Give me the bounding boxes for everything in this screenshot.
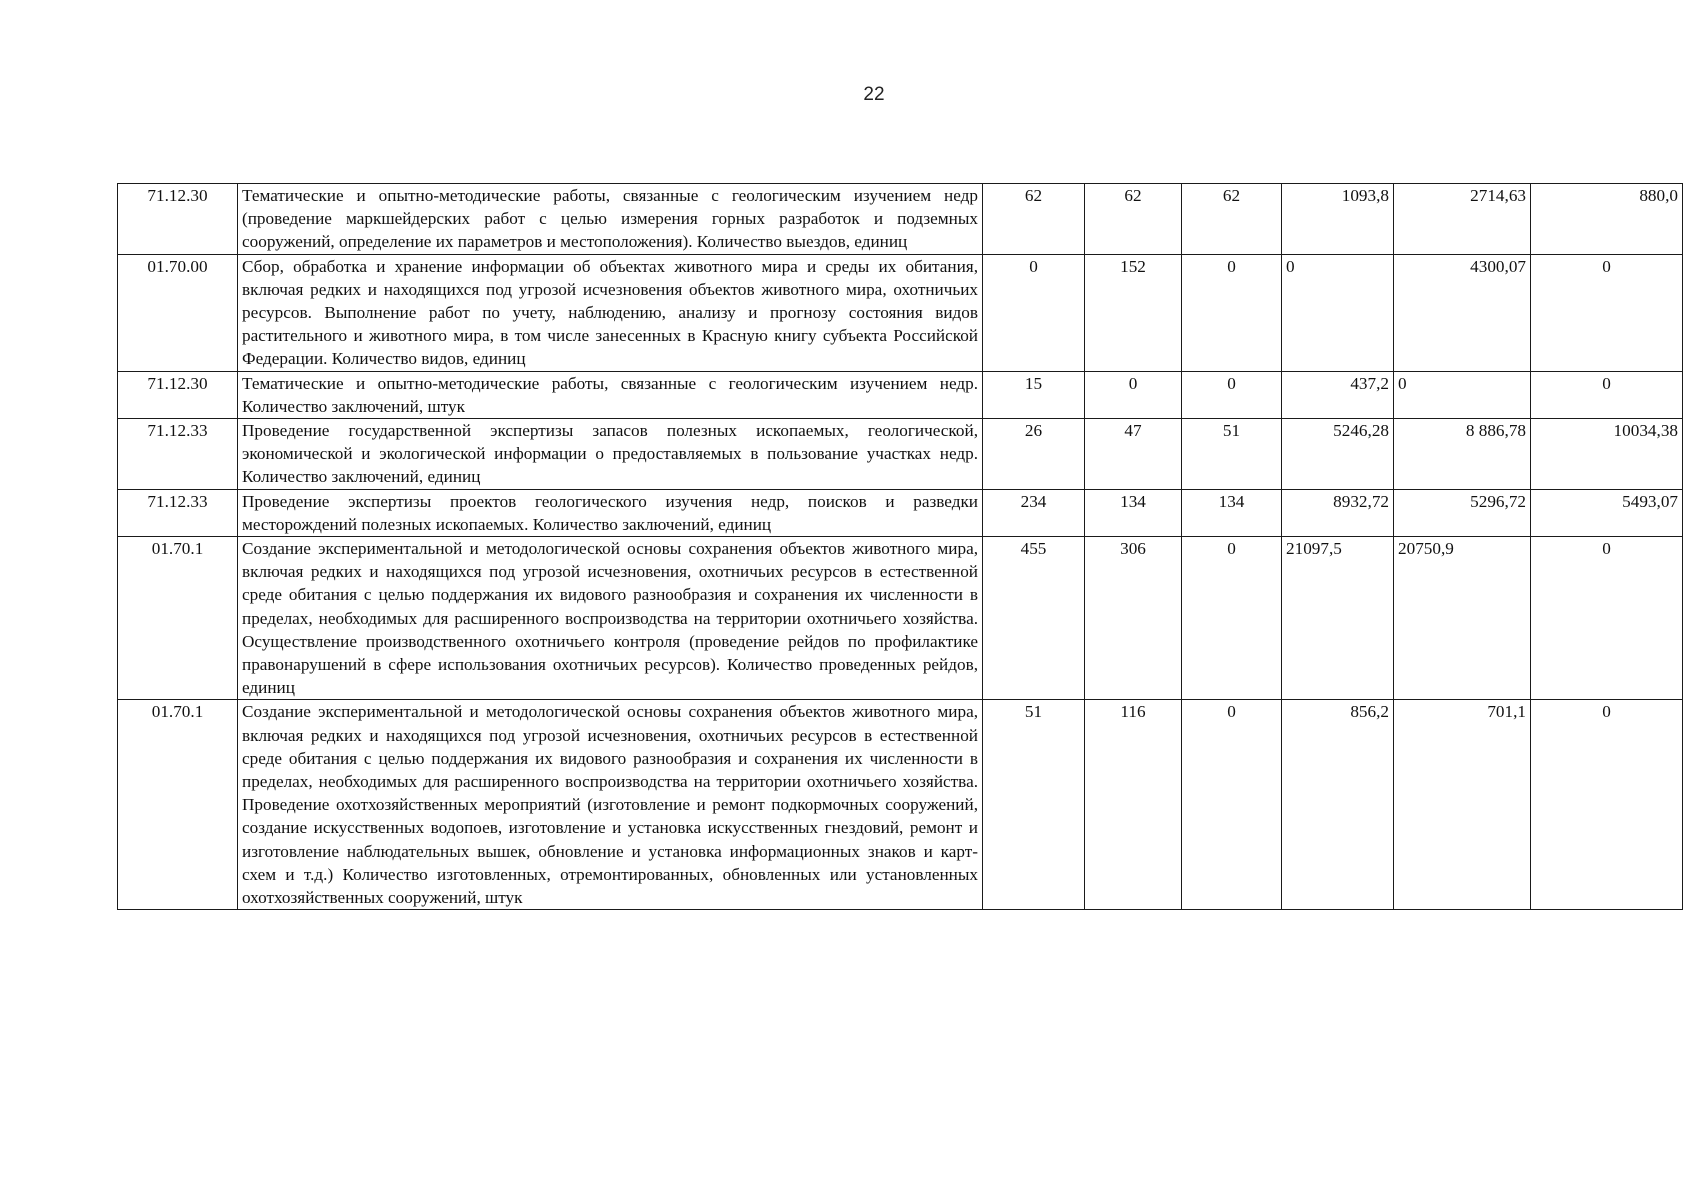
row-value-2: 116 xyxy=(1085,700,1182,910)
row-value-3: 51 xyxy=(1182,419,1282,490)
row-value-5: 8 886,78 xyxy=(1394,419,1531,490)
row-value-2: 306 xyxy=(1085,537,1182,700)
row-code: 71.12.33 xyxy=(118,419,238,490)
row-value-4: 0 xyxy=(1282,254,1394,371)
row-code: 01.70.00 xyxy=(118,254,238,371)
row-value-6: 0 xyxy=(1531,537,1683,700)
row-value-3: 0 xyxy=(1182,371,1282,418)
row-value-5: 20750,9 xyxy=(1394,537,1531,700)
row-value-4: 1093,8 xyxy=(1282,184,1394,255)
row-value-3: 134 xyxy=(1182,489,1282,536)
table-row xyxy=(118,254,1683,371)
row-value-4: 21097,5 xyxy=(1282,537,1394,700)
row-value-6: 0 xyxy=(1531,254,1683,371)
row-value-1: 26 xyxy=(983,419,1085,490)
table-row xyxy=(118,419,1683,490)
row-value-5: 2714,63 xyxy=(1394,184,1531,255)
row-value-4: 437,2 xyxy=(1282,371,1394,418)
row-code: 01.70.1 xyxy=(118,700,238,910)
row-value-2: 134 xyxy=(1085,489,1182,536)
row-description: Проведение экспертизы проектов геологического изучения недр, поисков и разведки месторождений полезных ископаемых. Количество заключений, единиц xyxy=(238,489,983,536)
table-row xyxy=(118,489,1683,536)
row-value-1: 455 xyxy=(983,537,1085,700)
table-row xyxy=(118,371,1683,418)
row-value-2: 152 xyxy=(1085,254,1182,371)
row-value-1: 234 xyxy=(983,489,1085,536)
row-value-5: 4300,07 xyxy=(1394,254,1531,371)
row-code: 71.12.33 xyxy=(118,489,238,536)
row-value-5: 5296,72 xyxy=(1394,489,1531,536)
row-value-1: 51 xyxy=(983,700,1085,910)
row-value-1: 0 xyxy=(983,254,1085,371)
row-value-4: 856,2 xyxy=(1282,700,1394,910)
row-value-2: 47 xyxy=(1085,419,1182,490)
row-description: Проведение государственной экспертизы запасов полезных ископаемых, геологической, экономической и экологической информации о предоставляемых в пользование участках недр. Количество заключений, единиц xyxy=(238,419,983,490)
table-row xyxy=(118,700,1683,910)
row-description: Тематические и опытно-методические работы, связанные с геологическим изучением недр (проведение маркшейдерских работ с целью измерения горных разработок и подземных сооружений, определение их параметров и местоположения). Количество выездов, единиц xyxy=(238,184,983,255)
row-code: 01.70.1 xyxy=(118,537,238,700)
row-value-6: 10034,38 xyxy=(1531,419,1683,490)
row-value-5: 701,1 xyxy=(1394,700,1531,910)
table-row xyxy=(118,537,1683,700)
row-value-2: 62 xyxy=(1085,184,1182,255)
row-value-3: 0 xyxy=(1182,537,1282,700)
row-value-5: 0 xyxy=(1394,371,1531,418)
row-value-6: 880,0 xyxy=(1531,184,1683,255)
row-value-4: 5246,28 xyxy=(1282,419,1394,490)
row-code: 71.12.30 xyxy=(118,184,238,255)
row-description: Создание экспериментальной и методологической основы сохранения объектов животного мира, включая редких и находящихся под угрозой исчезновения, охотничьих ресурсов в естественной среде обитания с целью поддержания их видового разнообразия и сохранения их численности в пределах, необходимых для расширенного воспроизводства на территории охотничьего хозяйства. Осуществление производственного охотничьего контроля (проведение рейдов по профилактике правонарушений в сфере использования охотничьих ресурсов). Количество проведенных рейдов, единиц xyxy=(238,537,983,700)
row-value-6: 0 xyxy=(1531,371,1683,418)
row-value-6: 5493,07 xyxy=(1531,489,1683,536)
row-value-3: 0 xyxy=(1182,700,1282,910)
data-table xyxy=(117,183,1683,910)
table-row xyxy=(118,184,1683,255)
row-description: Тематические и опытно-методические работы, связанные с геологическим изучением недр. Количество заключений, штук xyxy=(238,371,983,418)
row-description: Сбор, обработка и хранение информации об объектах животного мира и среды их обитания, включая редких и находящихся под угрозой исчезновения объектов животного мира, охотничьих ресурсов. Выполнение работ по учету, наблюдению, анализу и прогнозу состояния видов растительного и животного мира, в том числе занесенных в Красную книгу субъекта Российской Федерации. Количество видов, единиц xyxy=(238,254,983,371)
row-description: Создание экспериментальной и методологической основы сохранения объектов животного мира, включая редких и находящихся под угрозой исчезновения, охотничьих ресурсов в естественной среде обитания с целью поддержания их видового разнообразия и сохранения их численности в пределах, необходимых для расширенного воспроизводства на территории охотничьего хозяйства. Проведение охотхозяйственных мероприятий (изготовление и ремонт подкормочных сооружений, создание искусственных водопоев, изготовление и установка искусственных гнездовий, ремонт и изготовление наблюдательных вышек, обновление и установка информационных знаков и карт-схем и т.д.) Количество изготовленных, отремонтированных, обновленных или установленных охотхозяйственных сооружений, штук xyxy=(238,700,983,910)
row-value-1: 62 xyxy=(983,184,1085,255)
row-code: 71.12.30 xyxy=(118,371,238,418)
row-value-6: 0 xyxy=(1531,700,1683,910)
page-number: 22 xyxy=(863,84,885,105)
row-value-3: 62 xyxy=(1182,184,1282,255)
row-value-1: 15 xyxy=(983,371,1085,418)
row-value-2: 0 xyxy=(1085,371,1182,418)
row-value-3: 0 xyxy=(1182,254,1282,371)
row-value-4: 8932,72 xyxy=(1282,489,1394,536)
